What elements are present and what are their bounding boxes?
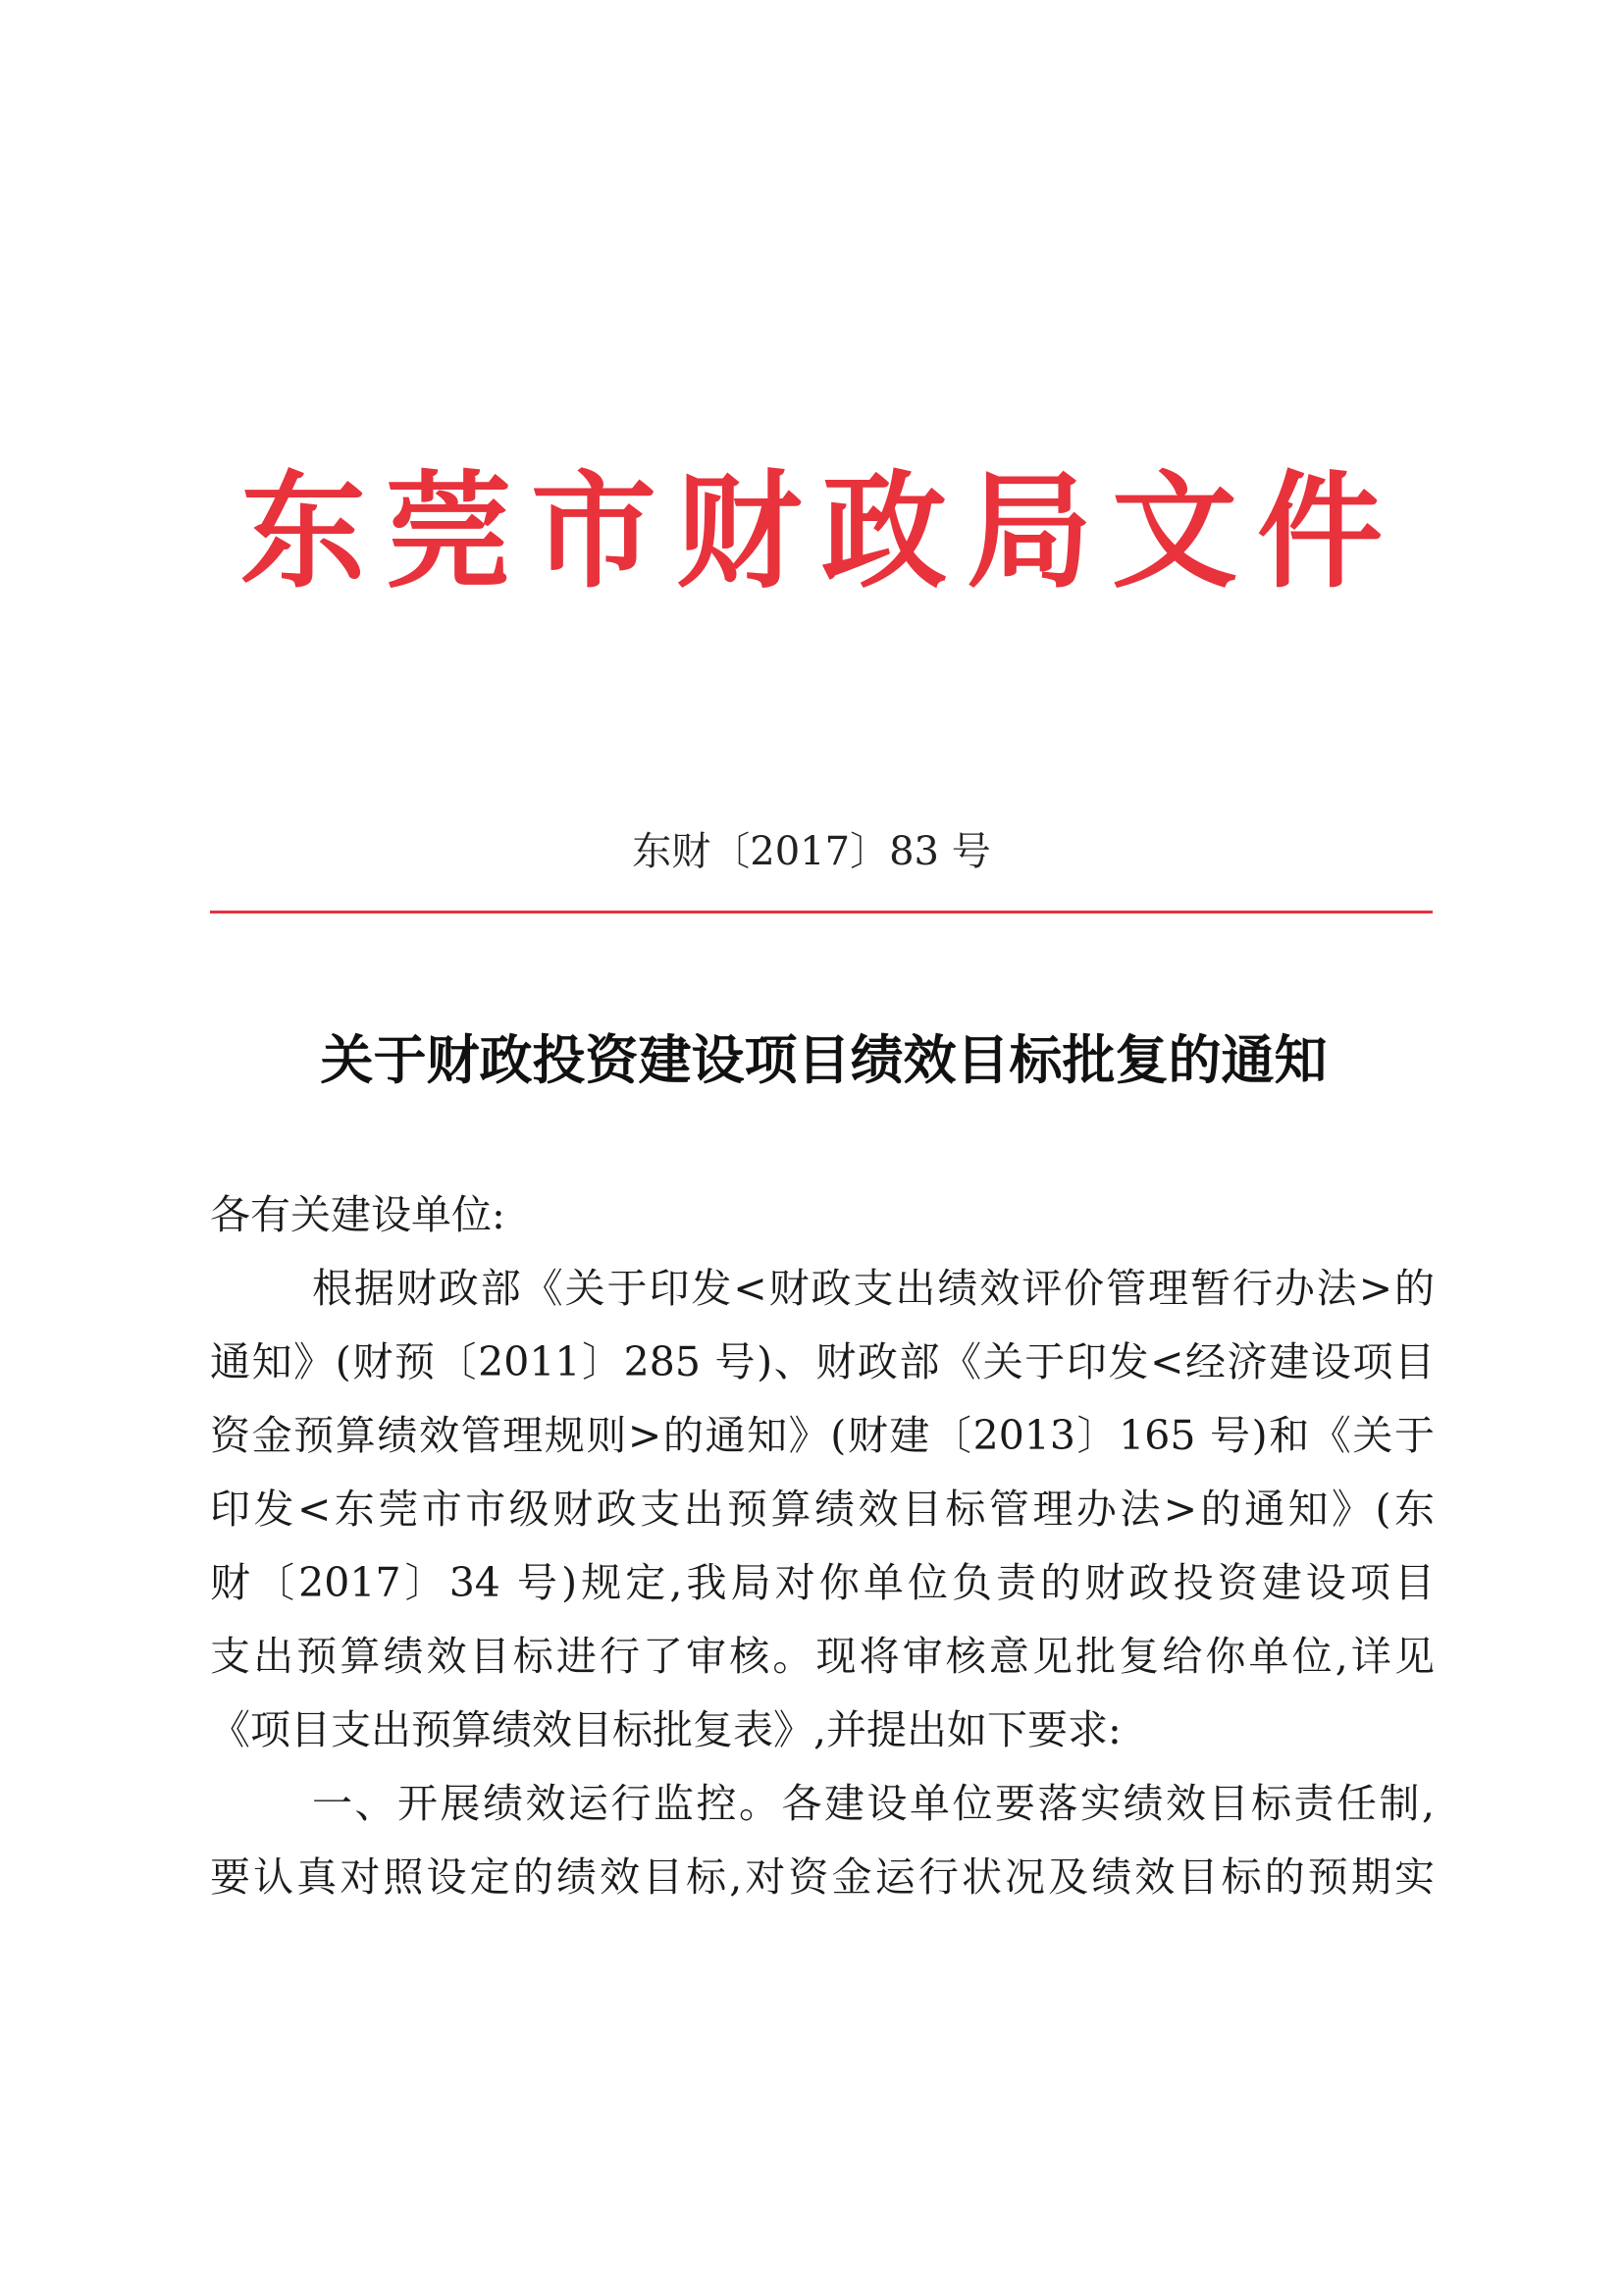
document-number: 东财〔2017〕83 号 — [632, 829, 991, 874]
body-line: 要认真对照设定的绩效目标,对资金运行状况及绩效目标的预期实 — [210, 1853, 1435, 1901]
body-line: 《项目支出预算绩效目标批复表》,并提出如下要求: — [210, 1706, 1122, 1753]
red-divider-line — [210, 911, 1433, 913]
body-line: 支出预算绩效目标进行了审核。现将审核意见批复给你单位,详见 — [210, 1633, 1435, 1680]
body-line: 印发<东莞市市级财政支出预算绩效目标管理办法>的通知》(东 — [210, 1486, 1435, 1533]
body-line: 一、开展绩效运行监控。各建设单位要落实绩效目标责任制, — [312, 1780, 1435, 1827]
body-line: 根据财政部《关于印发<财政支出绩效评价管理暂行办法>的 — [312, 1265, 1435, 1312]
body-line: 财〔2017〕34 号)规定,我局对你单位负责的财政投资建设项目 — [210, 1559, 1435, 1606]
body-line: 资金预算绩效管理规则>的通知》(财建〔2013〕165 号)和《关于 — [210, 1412, 1435, 1459]
body-line: 通知》(财预〔2011〕285 号)、财政部《关于印发<经济建设项目 — [210, 1338, 1435, 1385]
issuer-masthead: 东莞市财政局文件 — [239, 459, 1402, 605]
salutation: 各有关建设单位: — [210, 1191, 505, 1238]
document-title: 关于财政投资建设项目绩效目标批复的通知 — [320, 1028, 1328, 1091]
